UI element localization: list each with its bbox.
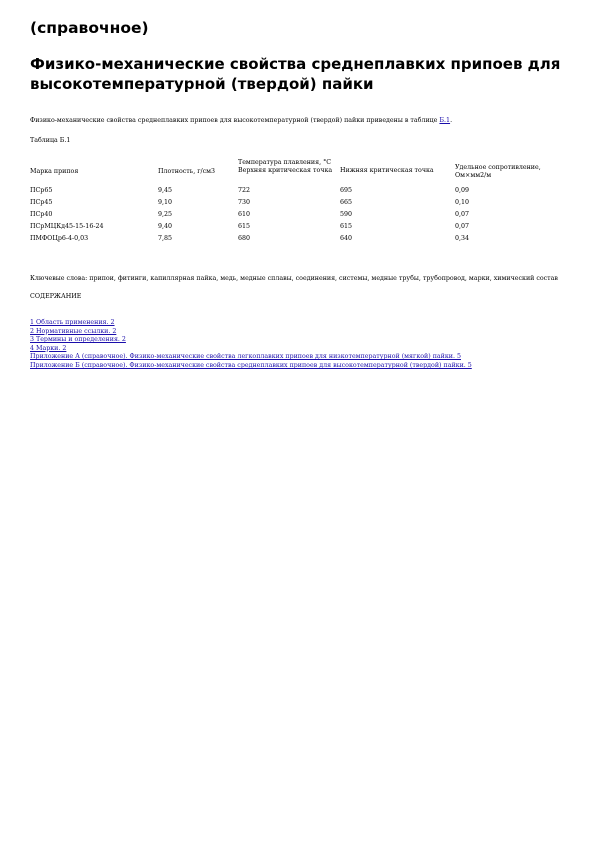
cell-lower-point: 665 — [340, 199, 353, 206]
cell-resistivity: 0,10 — [455, 199, 470, 206]
header-melting-group: Температура плавления, °С — [238, 159, 332, 166]
cell-grade: ПСр65 — [30, 187, 53, 194]
cell-resistivity: 0,07 — [455, 211, 470, 218]
cell-resistivity: 0,07 — [455, 223, 470, 230]
cell-upper-point: 730 — [238, 199, 251, 206]
toc-item — [30, 336, 570, 345]
toc-link[interactable]: 1 Область применения. 2 — [30, 319, 115, 326]
header-resistivity: Удельное сопротивление, Ом×мм2/м — [455, 164, 541, 179]
cell-upper-point: 722 — [238, 187, 251, 194]
table-row — [30, 235, 565, 247]
table-ref-link[interactable]: Б.1 — [439, 117, 451, 124]
toc-link[interactable]: Приложение Б (справочное). Физико-механические свойства среднеплавких припоев для высокотемпературной (твердой) пайки. 5 — [30, 361, 472, 369]
toc-link[interactable]: 3 Термины и определения. 2 — [30, 336, 126, 344]
annex-subtitle: (справочное) — [30, 19, 149, 37]
annex-title: Физико-механические свойства среднеплавких припоев для высокотемпературной (твердой) пайки — [30, 55, 561, 93]
table-row — [30, 187, 565, 199]
toc-item — [30, 319, 570, 328]
intro-end: . — [450, 117, 453, 124]
cell-density: 9,10 — [158, 199, 173, 206]
cell-upper-point: 680 — [238, 235, 251, 242]
cell-grade: ПСрМЦКд45-15-16-24 — [30, 223, 104, 230]
intro-text: Физико-механические свойства среднеплавких припоев для высокотемпературной (твердой) пайки приведены в таблице — [30, 117, 440, 124]
toc-link[interactable]: 2 Нормативные ссылки. 2 — [30, 327, 117, 335]
toc-item — [30, 345, 570, 354]
cell-grade: ПМФОЦр6-4-0,03 — [30, 235, 89, 242]
header-density: Плотность, г/см3 — [158, 168, 216, 175]
table-row — [30, 223, 565, 235]
cell-lower-point: 590 — [340, 211, 353, 218]
cell-lower-point: 695 — [340, 187, 353, 194]
table-body — [30, 187, 565, 247]
toc-item — [30, 328, 570, 337]
cell-lower-point: 615 — [340, 223, 353, 230]
cell-resistivity: 0,34 — [455, 235, 470, 242]
cell-resistivity: 0,09 — [455, 187, 470, 194]
cell-density: 9,45 — [158, 187, 173, 194]
document-page — [30, 18, 570, 371]
cell-density: 9,25 — [158, 211, 173, 218]
properties-table — [30, 157, 565, 247]
cell-density: 7,85 — [158, 235, 173, 242]
header-upper-point: Верхняя критическая точка — [238, 167, 333, 174]
cell-upper-point: 610 — [238, 211, 251, 218]
table-row — [30, 211, 565, 223]
toc-link[interactable]: Приложение А (справочное). Физико-механические свойства легкоплавких припоев для низкотемпературной (мягкой) пайки. 5 — [30, 353, 461, 361]
cell-grade: ПСр45 — [30, 199, 53, 206]
toc-item — [30, 353, 570, 362]
table-label: Таблица Б.1 — [30, 137, 71, 144]
keywords-paragraph: Ключевые слова: припои, фитинги, капиллярная пайка, медь, медные сплавы, соединения, системы, медные трубы, трубопровод, марки, химический состав — [30, 275, 558, 282]
header-lower-point: Нижняя критическая точка — [340, 167, 434, 174]
cell-grade: ПСр40 — [30, 211, 53, 218]
cell-density: 9,40 — [158, 223, 173, 230]
toc-item — [30, 362, 570, 371]
intro-paragraph — [30, 116, 570, 125]
cell-upper-point: 615 — [238, 223, 251, 230]
header-grade: Марка припоя — [30, 168, 79, 175]
table-row — [30, 199, 565, 211]
toc-link[interactable]: 4 Марки. 2 — [30, 344, 67, 352]
toc-heading: СОДЕРЖАНИЕ — [30, 293, 82, 300]
cell-lower-point: 640 — [340, 235, 353, 242]
toc-list — [30, 319, 570, 371]
